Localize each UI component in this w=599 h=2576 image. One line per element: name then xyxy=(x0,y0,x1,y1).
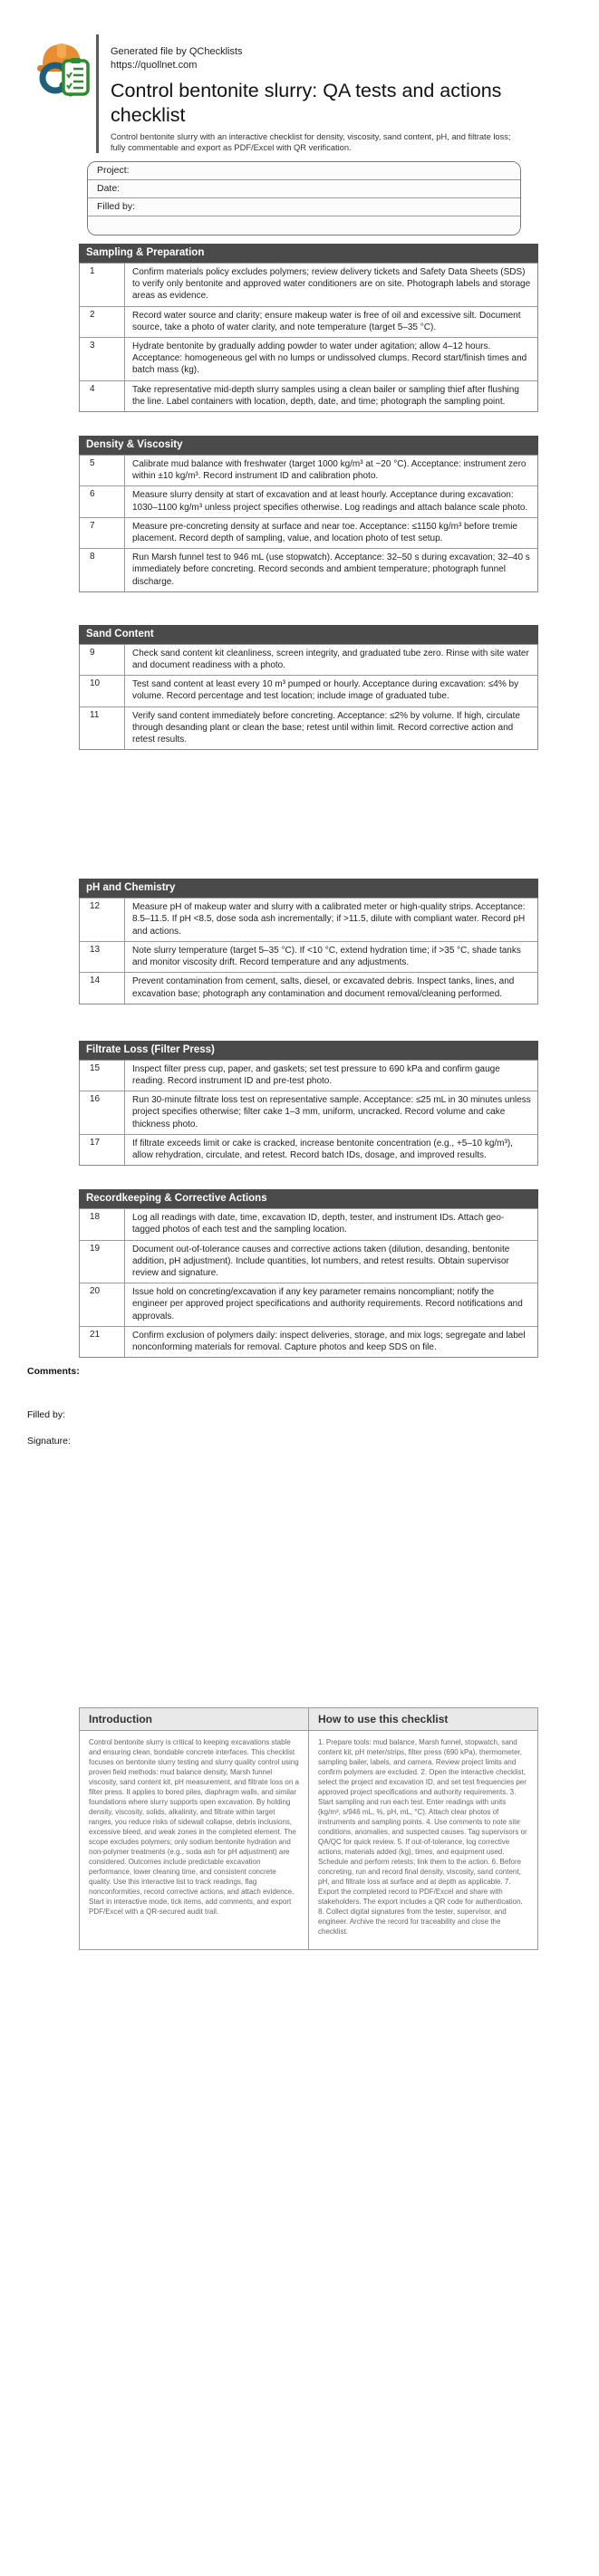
row-text: Measure pH of makeup water and slurry with a calibrated meter or high-quality strips. Acceptance: 8.5–11.5. If pH <8.5, dose soda ash incrementally; if >11.5, dilute with compliant water. Record pH and actions. xyxy=(132,902,526,937)
clipboard-icon xyxy=(63,58,88,94)
row-number: 18 xyxy=(80,1209,125,1239)
info-section xyxy=(79,1707,538,1950)
row-text: Confirm exclusion of polymers daily: inspect deliveries, storage, and mix logs; segregate and label nonconforming materials for removal. Capture photos and keep SDS on file. xyxy=(132,1330,526,1352)
row-number: 15 xyxy=(80,1061,125,1091)
section-header: pH and Chemistry xyxy=(79,879,538,898)
row-number: 6 xyxy=(80,486,125,516)
table-row xyxy=(80,1208,537,1239)
row-number: 17 xyxy=(80,1135,125,1165)
header-divider xyxy=(96,34,99,153)
row-number: 4 xyxy=(80,381,125,411)
date-field xyxy=(88,180,520,198)
section-sampling-preparation xyxy=(79,244,538,412)
row-text: Hydrate bentonite by gradually adding powder to water under agitation; allow 4–12 hours. Acceptance: homogeneous gel with no lumps or undissolved clumps. Record start/finish times and batch mass (kg). xyxy=(132,341,527,376)
row-number: 13 xyxy=(80,942,125,972)
row-text: Run 30-minute filtrate loss test on representative sample. Acceptance: ≤25 mL in 30 minutes unless project specifies otherwise; filter cake 1–3 mm, uniform, uncracked. Record volume and cake thickness photo. xyxy=(132,1095,531,1129)
row-number: 16 xyxy=(80,1091,125,1134)
row-number: 10 xyxy=(80,676,125,706)
date-field-label: Date: xyxy=(97,183,121,194)
row-number: 14 xyxy=(80,973,125,1003)
introduction-text: Control bentonite slurry is critical to keeping excavations stable and ensuring clean, bondable concrete interfaces. This checklist focuses on bentonite slurry testing and slurry quality control using proven field methods: mud balance density, Marsh funnel viscosity, sand content kit, pH measurement, and filtrate loss on a filter press. It applies to bored piles, diaphragm walls, and similar foundations where slurry supports open excavation. By holding density, viscosity, solids, alkalinity, and filtrate within target ranges, you reduce risks of sidewall collapse, debris inclusions, excessive bleed, and weak zones in the completed element. The scope excludes polymers; only sodium bentonite hydration and non-polymer treatments (e.g., soda ash for pH adjustment) are considered. Outcomes include predictable excavation performance, lower cleaning time, and consistent concrete quality. Use this interactive list to track readings, flag nonconformities, record corrective actions, and attach evidence. Start in interactive mode, tick items, add comments, and export PDF/Excel with a QR-secured audit trail. xyxy=(80,1731,309,1949)
row-text: Measure slurry density at start of excavation and at least hourly. Acceptance during excavation: 1030–1100 kg/m³ unless project specifies otherwise. Log readings and attach balance scale photo. xyxy=(132,490,528,513)
row-number: 5 xyxy=(80,456,125,485)
row-number: 9 xyxy=(80,645,125,675)
table-row xyxy=(80,1134,537,1165)
section-header: Filtrate Loss (Filter Press) xyxy=(79,1041,538,1060)
row-number: 1 xyxy=(80,264,125,306)
row-text: Verify sand content immediately before concreting. Acceptance: ≤2% by volume. If high, circulate through desanding plant or clean the base; retest until within limit. Record corrective action and retest results. xyxy=(132,710,520,745)
row-text: Prevent contamination from cement, salts, diesel, or excavated debris. Inspect tanks, lines, and excavation base; photograph any contamination and document removal/cleaning performed. xyxy=(132,976,515,999)
row-number: 3 xyxy=(80,338,125,380)
table-row xyxy=(80,1060,537,1091)
comments-label: Comments: xyxy=(27,1366,80,1378)
table-row xyxy=(80,1091,537,1134)
table-row xyxy=(80,675,537,706)
section-recordkeeping xyxy=(79,1189,538,1358)
qchecklists-logo xyxy=(30,34,93,103)
table-row xyxy=(80,898,537,941)
page-subtitle: Control bentonite slurry with an interactive checklist for density, viscosity, sand content, pH, and filtrate loss; fully commentable and export as PDF/Excel with QR verification. xyxy=(111,132,511,152)
how-to-use-text: 1. Prepare tools: mud balance, Marsh funnel, stopwatch, sand content kit, pH meter/strips, filter press (690 kPa), thermometer, sampling bailer, labels, and camera. Review project limits and confirm polymers are excluded. 2. Open the interactive checklist, select the project and excavation ID, and set test frequencies per approved project specifications and authority requirements. 3. Start sampling and run each test. Enter readings with units (kg/m³, s/946 mL, %, pH, mL, °C). Attach clear photos of instruments and sampling points. 4. Use comments to note site conditions, anomalies, and suspected causes. Tag supervisors or QA/QC for quick review. 5. If out-of-tolerance, log corrective actions, materials added (kg), times, and equipment used. Schedule and perform retests; link them to the action. 6. Before concreting, run and record final density, viscosity, sand content, pH, and filtrate loss at surface and at depth as applicable. 7. Export the completed record to PDF/Excel and share with stakeholders. The export includes a QR code for authentication. 8. Collect digital signatures from the tester, supervisor, and engineer. Archive the record for traceability and close the checklist. xyxy=(318,1738,527,1937)
row-text: Inspect filter press cup, paper, and gaskets; set test pressure to 690 kPa and confirm gauge reading. Record instrument ID and pre-test photo. xyxy=(132,1063,500,1086)
row-text: Log all readings with date, time, excavation ID, depth, tester, and instrument IDs. Attach geo-tagged photos of each test and the sampling location. xyxy=(132,1213,505,1235)
section-filtrate-loss xyxy=(79,1041,538,1166)
row-text: Check sand content kit cleanliness, screen integrity, and graduated tube zero. Rinse with site water and document readiness with a photo. xyxy=(132,648,529,671)
row-text: Calibrate mud balance with freshwater (target 1000 kg/m³ at ~20 °C). Acceptance: instrument zero within ±10 kg/m³. Record instrument ID and calibration photo. xyxy=(132,459,527,482)
row-text: Note slurry temperature (target 5–35 °C). If <10 °C, extend hydration time; if >35 °C, shade tanks and monitor viscosity drift. Record temperature and any adjustments. xyxy=(132,945,521,968)
project-field-label: Project: xyxy=(97,165,130,176)
table-row xyxy=(80,941,537,972)
section-header: Density & Viscosity xyxy=(79,436,538,455)
page-title: Control bentonite slurry: QA tests and actions checklist xyxy=(111,80,502,126)
logo-graphic xyxy=(30,34,93,103)
table-row xyxy=(80,644,537,675)
row-text: If filtrate exceeds limit or cake is cracked, increase bentonite concentration (e.g., +5–10 kg/m³), allow rehydration, circulate, and retest. Record batch IDs, dosage, and improved results. xyxy=(132,1138,513,1160)
site-url[interactable]: https://quollnet.com xyxy=(111,60,198,71)
row-text: Measure pre-concreting density at surface and near toe. Acceptance: ≤1150 kg/m³ before tremie placement. Record depth of sampling, value, and location photo of test setup. xyxy=(132,521,517,544)
table-row xyxy=(80,306,537,337)
document-header xyxy=(30,34,599,153)
section-density-viscosity xyxy=(79,436,538,592)
filled-by-field xyxy=(88,198,520,216)
row-text: Take representative mid-depth slurry samples using a clean bailer or sampling thief after flushing the line. Label containers with location, depth, date, and time; photograph the sampling point. xyxy=(132,384,519,407)
table-row xyxy=(80,380,537,411)
section-sand-content xyxy=(79,625,538,750)
row-text: Run Marsh funnel test to 946 mL (use stopwatch). Acceptance: 32–50 s during excavation; 32–40 s immediately before concreting. Record seconds and ambient temperature; photograph funnel discharge. xyxy=(132,553,530,587)
row-number: 12 xyxy=(80,899,125,941)
row-number: 2 xyxy=(80,307,125,337)
filled-by-field-label: Filled by: xyxy=(97,201,136,212)
table-row xyxy=(80,337,537,380)
table-row xyxy=(80,1326,537,1357)
row-number: 21 xyxy=(80,1327,125,1357)
row-text: Confirm materials policy excludes polymers; review delivery tickets and Safety Data Sheets (SDS) to verify only bentonite and approved water conditioners are on site. Photograph labels and storage areas as evidence. xyxy=(132,267,531,302)
table-row xyxy=(80,1283,537,1326)
table-row xyxy=(80,972,537,1003)
table-row xyxy=(80,455,537,485)
row-text: Test sand content at least every 10 m³ pumped or hourly. Acceptance during excavation: ≤4% by volume. Record percentage and test location; include image of graduated tube. xyxy=(132,679,519,702)
table-row xyxy=(80,706,537,750)
table-row xyxy=(80,517,537,548)
row-text: Document out-of-tolerance causes and corrective actions taken (dilution, desanding, bentonite addition, pH adjustment). Include quantities, lot numbers, and retest results. Obtain supervisor review and signature. xyxy=(132,1244,510,1278)
row-text: Issue hold on concreting/excavation if any key parameter remains noncompliant; notify the engineer per approved project specifications and authority requirements. Record notifications and approvals. xyxy=(132,1287,523,1322)
row-number: 19 xyxy=(80,1241,125,1283)
section-header: Sand Content xyxy=(79,625,538,644)
row-number: 11 xyxy=(80,707,125,750)
meta-fields-box xyxy=(87,161,521,235)
row-number: 8 xyxy=(80,549,125,591)
project-field xyxy=(88,162,520,180)
row-number: 20 xyxy=(80,1283,125,1326)
row-number: 7 xyxy=(80,518,125,548)
table-row xyxy=(80,1240,537,1283)
introduction-title: Introduction xyxy=(80,1708,309,1730)
generated-by-text: Generated file by QChecklists xyxy=(111,46,243,57)
filled-by-label: Filled by: xyxy=(27,1409,66,1421)
row-text: Record water source and clarity; ensure makeup water is free of oil and excessive silt. Document source, take a photo of water clarity, and note temperature (target 5–35 °C). xyxy=(132,310,521,332)
signature-label: Signature: xyxy=(27,1436,71,1447)
how-to-use-title: How to use this checklist xyxy=(318,1713,449,1726)
table-row xyxy=(80,548,537,591)
meta-empty-row xyxy=(88,216,520,235)
table-row xyxy=(80,485,537,516)
section-header: Recordkeeping & Corrective Actions xyxy=(79,1189,538,1208)
section-ph-chemistry xyxy=(79,879,538,1004)
section-header: Sampling & Preparation xyxy=(79,244,538,263)
table-row xyxy=(80,263,537,306)
